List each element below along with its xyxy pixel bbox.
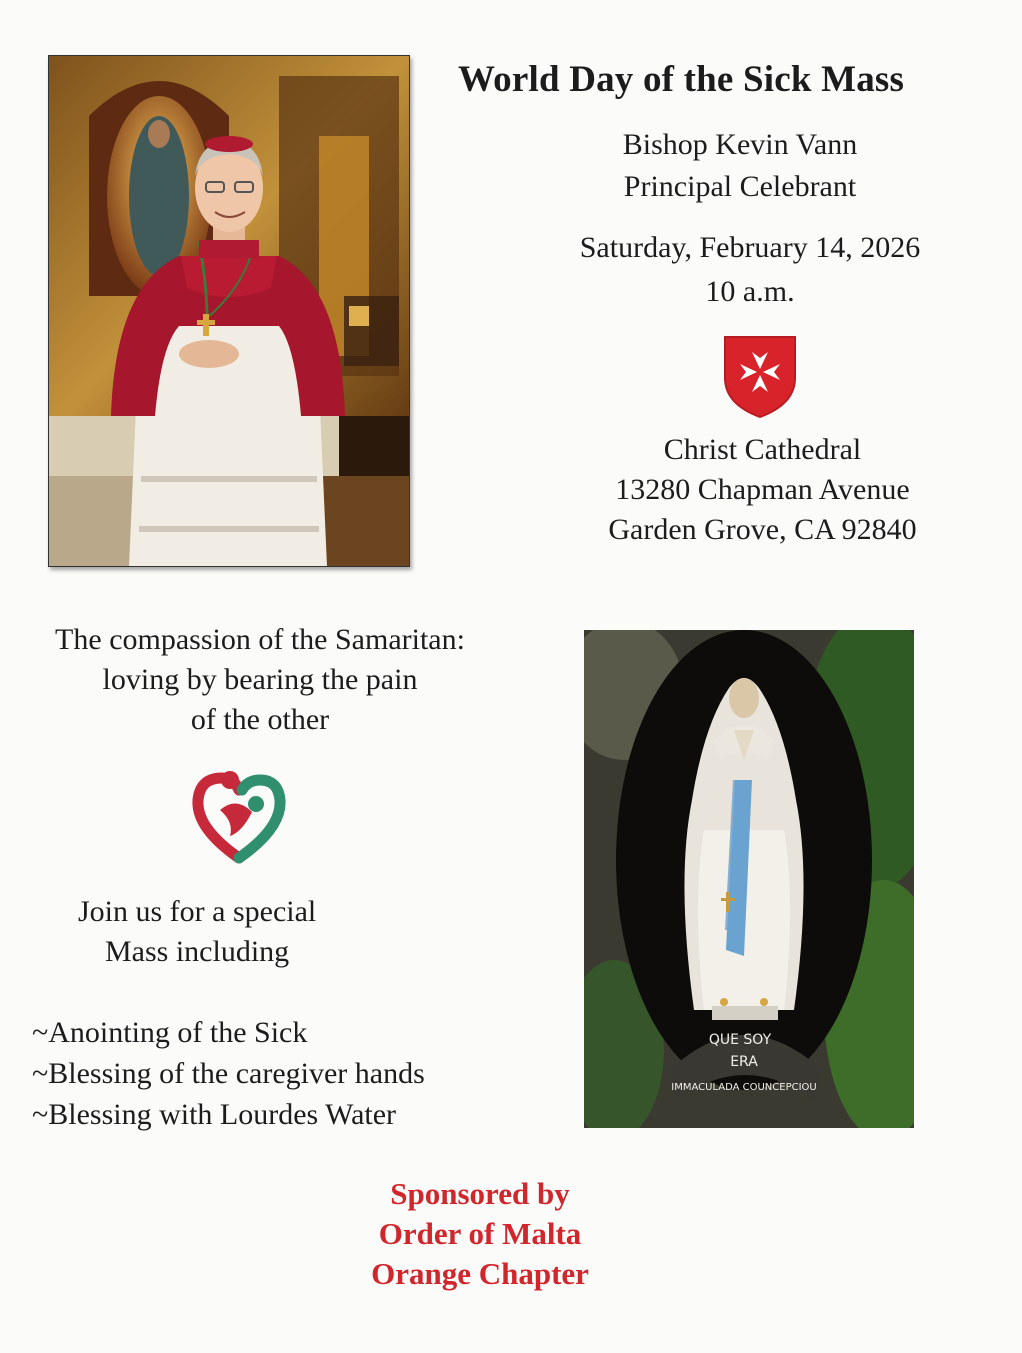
event-time: 10 a.m.	[705, 275, 795, 308]
list-item: ~Anointing of the Sick	[32, 1016, 308, 1049]
theme-line-2: loving by bearing the pain	[102, 663, 418, 696]
sponsor-line-2: Order of Malta	[378, 1216, 582, 1251]
celebrant-name: Bishop Kevin Vann	[622, 128, 858, 161]
venue-street: 13280 Chapman Avenue	[615, 473, 910, 506]
rites-list	[32, 1012, 532, 1135]
venue-name: Christ Cathedral	[663, 433, 862, 466]
venue-city: Garden Grove, CA 92840	[608, 513, 917, 546]
sponsor-line-1: Sponsored by	[390, 1176, 570, 1211]
invite-line-1: Join us for a special	[78, 895, 317, 928]
bishop-photo	[48, 55, 410, 567]
list-item: ~Blessing of the caregiver hands	[32, 1057, 425, 1090]
plaque-line-1: QUE SOY	[708, 1032, 772, 1048]
theme-line-3: of the other	[190, 703, 330, 736]
malta-shield-icon	[722, 334, 798, 420]
caregiving-heart-logo-icon	[190, 766, 288, 864]
plaque-line-3: IMMACULADA COUNCEPCIOU	[671, 1082, 817, 1093]
event-date: Saturday, February 14, 2026	[579, 231, 921, 264]
celebrant-role: Principal Celebrant	[623, 170, 857, 203]
sponsor-line-3: Orange Chapter	[371, 1256, 589, 1291]
lourdes-statue-photo	[584, 630, 914, 1128]
event-title: World Day of the Sick Mass	[458, 59, 905, 100]
plaque-line-2: ERA	[730, 1054, 758, 1070]
theme-line-1: The compassion of the Samaritan:	[55, 623, 465, 656]
list-item: ~Blessing with Lourdes Water	[32, 1098, 397, 1131]
invite-line-2: Mass including	[105, 935, 290, 968]
